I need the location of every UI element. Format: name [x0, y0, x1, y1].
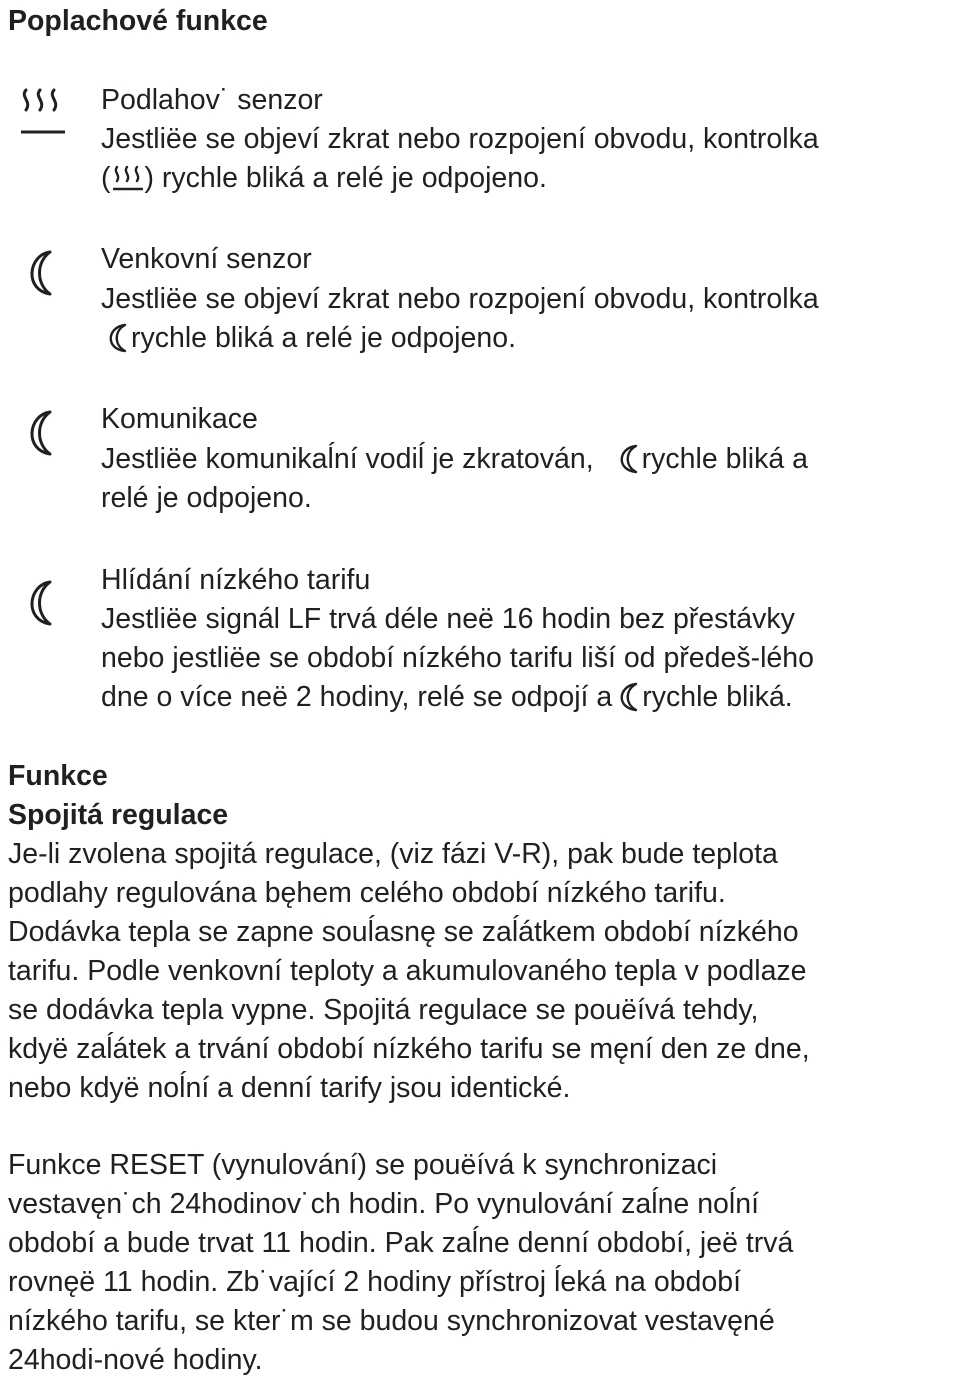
alarm-title-communication: Komunikace [101, 403, 258, 435]
moon-icon [101, 323, 131, 353]
paragraph-line: vestavęn˙ch 24hodinov˙ch hodin. Po vynulování zaĺne noĺní [8, 1188, 759, 1220]
moon-icon [20, 580, 56, 626]
paragraph-line: období a bude trvat 11 hodin. Pak zaĺne denní období, jeë trvá [8, 1227, 794, 1259]
alarm-title-low-tariff: Hlídání nízkého tarifu [101, 564, 371, 596]
moon-icon [20, 410, 56, 456]
moon-icon [612, 444, 642, 474]
functions-subheading: Spojitá regulace [8, 799, 229, 831]
alarm-text-line: Jestliëe komunikaĺní vodiĺ je zkratován, rychle bliká a [101, 443, 808, 475]
alarm-title-floor-sensor: Podlahov˙ senzor [101, 84, 323, 116]
paragraph-line: nebo kdyë noĺní a denní tarify jsou identické. [8, 1072, 571, 1104]
alarm-text-line: rychle bliká a relé je odpojeno. [101, 320, 516, 356]
alarm-title-outdoor-sensor: Venkovní senzor [101, 243, 312, 275]
paragraph-line: Funkce RESET (vynulování) se pouëívá k synchronizaci [8, 1149, 718, 1181]
paragraph-line: Je-li zvolena spojitá regulace, (viz fázi V-R), pak bude teplota [8, 838, 778, 870]
paragraph-line: rovnęë 11 hodin. Zb˙vající 2 hodiny přístroj ĺeká na období [8, 1266, 741, 1298]
alarm-text-line: Jestliëe se objeví zkrat nebo rozpojení obvodu, kontrolka [101, 123, 819, 155]
floor-heat-icon [18, 86, 68, 136]
moon-icon [20, 250, 56, 296]
alarm-text-line: ( ) rychle bliká a relé je odpojeno. [101, 162, 547, 194]
alarm-text-line: Jestliëe signál LF trvá déle neë 16 hodin bez přestávky [101, 603, 795, 635]
paragraph-line: nízkého tarifu, se kter˙m se budou synchronizovat vestavęné [8, 1305, 775, 1337]
functions-heading: Funkce [8, 760, 108, 792]
alarm-text-line: dne o více neë 2 hodiny, relé se odpojí a rychle bliká. [101, 681, 793, 713]
floor-heat-icon [111, 165, 145, 193]
paragraph-line: 24hodi-nové hodiny. [8, 1344, 263, 1376]
paragraph-line: se dodávka tepla vypne. Spojitá regulace se pouëívá tehdy, [8, 994, 759, 1026]
moon-icon [612, 682, 642, 712]
alarm-text-line: Jestliëe se objeví zkrat nebo rozpojení obvodu, kontrolka [101, 283, 819, 315]
section-title: Poplachové funkce [8, 5, 268, 37]
paragraph-line: tarifu. Podle venkovní teploty a akumulovaného tepla v podlaze [8, 955, 807, 987]
paragraph-line: podlahy regulována bęhem celého období nízkého tarifu. [8, 877, 726, 909]
alarm-text-line: relé je odpojeno. [101, 482, 312, 514]
paragraph-line: Dodávka tepla se zapne souĺasnę se zaĺátkem období nízkého [8, 916, 799, 948]
paragraph-line: kdyë zaĺátek a trvání období nízkého tarifu se męní den ze dne, [8, 1033, 810, 1065]
alarm-text-line: nebo jestliëe se období nízkého tarifu liší od předeš-lého [101, 642, 814, 674]
